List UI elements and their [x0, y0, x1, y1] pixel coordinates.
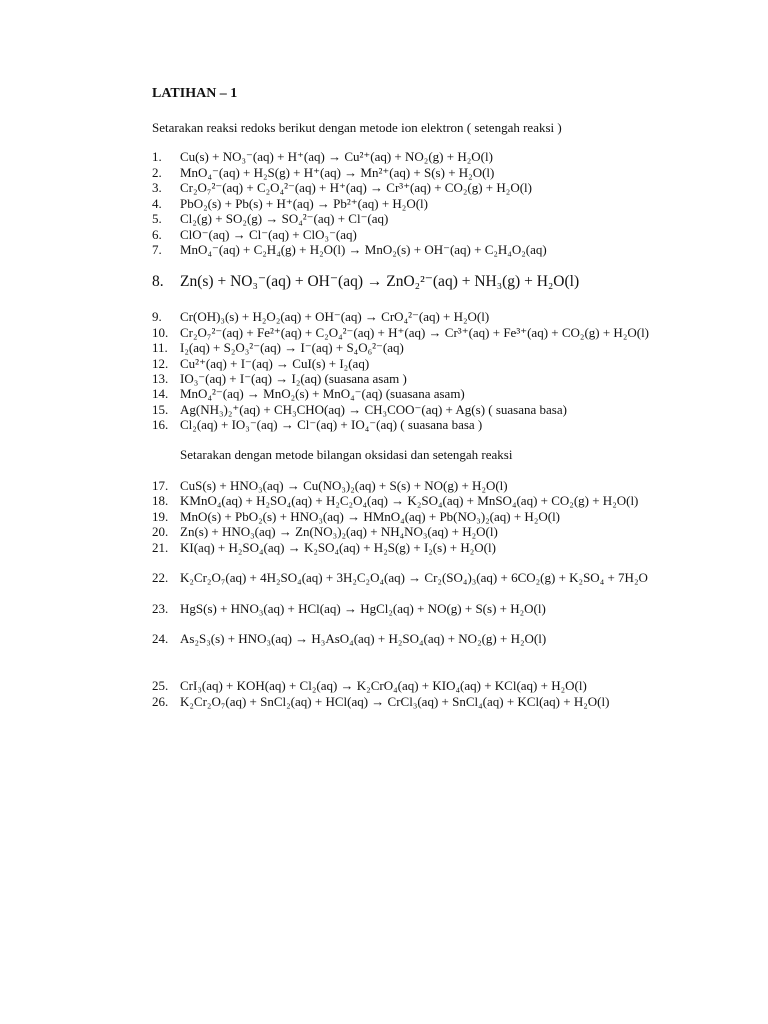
reaction-equation: CuS(s) + HNO₃(aq) → Cu(NO₃)₂(aq) + S(s) + NO(g) + H₂O(l) [180, 478, 508, 493]
reaction-equation: ClO⁻(aq) → Cl⁻(aq) + ClO₃⁻(aq) [180, 227, 357, 242]
list-item [152, 356, 369, 371]
item-number: 4. [152, 196, 162, 211]
item-number: 5. [152, 211, 162, 226]
item-number: 22. [152, 570, 169, 585]
list-item [152, 242, 547, 257]
list-item [152, 417, 482, 432]
list-item [152, 149, 493, 164]
list-item [152, 309, 489, 324]
reaction-equation: MnO₄⁻(aq) + C₂H₄(g) + H₂O(l) → MnO₂(s) + OH⁻(aq) + C₂H₄O₂(aq) [180, 242, 547, 257]
reaction-equation: Cl₂(aq) + IO₃⁻(aq) → Cl⁻(aq) + IO₄⁻(aq) ( suasana basa ) [180, 417, 483, 432]
reaction-equation: IO₃⁻(aq) + I⁻(aq) → I₂(aq) (suasana asam ) [180, 371, 407, 386]
reaction-equation: Cu²⁺(aq) + I⁻(aq) → CuI(s) + I₂(aq) [180, 356, 370, 371]
item-number: 1. [152, 149, 162, 164]
item-number: 20. [152, 524, 169, 539]
reaction-equation: Zn(s) + HNO₃(aq) → Zn(NO₃)₂(aq) + NH₄NO₃(aq) + H₂O(l) [180, 524, 498, 539]
reaction-equation: Zn(s) + NO₃⁻(aq) + OH⁻(aq) → ZnO₂²⁻(aq) + NH₃(g) + H₂O(l) [180, 273, 580, 290]
item-number: 17. [152, 478, 169, 493]
list-item [152, 371, 407, 386]
item-number: 13. [152, 371, 169, 386]
reaction-equation: Cr₂O₇²⁻(aq) + Fe²⁺(aq) + C₂O₄²⁻(aq) + H⁺(aq) → Cr³⁺(aq) + Fe³⁺(aq) + CO₂(g) + H₂O(l) [180, 325, 650, 340]
reaction-equation: PbO₂(s) + Pb(s) + H⁺(aq) → Pb²⁺(aq) + H₂O(l) [180, 196, 428, 211]
item-number: 9. [152, 309, 162, 324]
list-item [152, 493, 638, 508]
list-item [152, 524, 498, 539]
list-item [152, 227, 357, 242]
item-number: 2. [152, 165, 162, 180]
item-number: 11. [152, 340, 168, 355]
reaction-equation: Cr₂O₇²⁻(aq) + C₂O₄²⁻(aq) + H⁺(aq) → Cr³⁺(aq) + CO₂(g) + H₂O(l) [180, 180, 532, 195]
page-title: LATIHAN – 1 [152, 86, 238, 101]
list-item [152, 274, 579, 289]
list-item [152, 601, 546, 616]
item-number: 23. [152, 601, 169, 616]
instruction-ion-electron: Setarakan reaksi redoks berikut dengan metode ion elektron ( setengah reaksi ) [152, 120, 562, 135]
item-number: 21. [152, 540, 169, 555]
reaction-equation: As₂S₃(s) + HNO₃(aq) → H₃AsO₄(aq) + H₂SO₄(aq) + NO₂(g) + H₂O(l) [180, 631, 547, 646]
reaction-equation: K₂Cr₂O₇(aq) + SnCl₂(aq) + HCl(aq) → CrCl₃(aq) + SnCl₄(aq) + KCl(aq) + H₂O(l) [180, 694, 610, 709]
list-item [152, 509, 560, 524]
list-item [152, 402, 567, 417]
list-item [152, 694, 609, 709]
reaction-equation: I₂(aq) + S₂O₃²⁻(aq) → I⁻(aq) + S₄O₆²⁻(aq) [180, 340, 404, 355]
reaction-equation: MnO₄²⁻(aq) → MnO₂(s) + MnO₄⁻(aq) (suasana asam) [180, 386, 465, 401]
reaction-equation: MnO(s) + PbO₂(s) + HNO₃(aq) → HMnO₄(aq) + Pb(NO₃)₂(aq) + H₂O(l) [180, 509, 561, 524]
reaction-equation: Cu(s) + NO₃⁻(aq) + H⁺(aq) → Cu²⁺(aq) + NO₂(g) + H₂O(l) [180, 149, 493, 164]
reaction-equation: KMnO₄(aq) + H₂SO₄(aq) + H₂C₂O₄(aq) → K₂SO₄(aq) + MnSO₄(aq) + CO₂(g) + H₂O(l) [180, 493, 639, 508]
item-number: 24. [152, 631, 169, 646]
list-item [152, 196, 428, 211]
list-item [152, 165, 494, 180]
list-item [152, 340, 404, 355]
item-number: 7. [152, 242, 162, 257]
list-item [152, 325, 649, 340]
item-number: 8. [152, 273, 164, 290]
reaction-equation: CrI₃(aq) + KOH(aq) + Cl₂(aq) → K₂CrO₄(aq) + KIO₄(aq) + KCl(aq) + H₂O(l) [180, 678, 587, 693]
item-number: 25. [152, 678, 169, 693]
reaction-equation: Cr(OH)₃(s) + H₂O₂(aq) + OH⁻(aq) → CrO₄²⁻(aq) + H₂O(l) [180, 309, 490, 324]
list-item [152, 570, 648, 585]
reaction-equation: Cl₂(g) + SO₂(g) → SO₄²⁻(aq) + Cl⁻(aq) [180, 211, 389, 226]
list-item [152, 180, 532, 195]
list-item [152, 211, 388, 226]
list-item [152, 386, 465, 401]
reaction-equation: HgS(s) + HNO₃(aq) + HCl(aq) → HgCl₂(aq) + NO(g) + S(s) + H₂O(l) [180, 601, 546, 616]
reaction-equation: Ag(NH₃)₂⁺(aq) + CH₃CHO(aq) → CH₃COO⁻(aq) + Ag(s) ( suasana basa) [180, 402, 567, 417]
item-number: 10. [152, 325, 169, 340]
item-number: 26. [152, 694, 169, 709]
item-number: 6. [152, 227, 162, 242]
list-item [152, 478, 508, 493]
item-number: 15. [152, 402, 169, 417]
item-number: 19. [152, 509, 169, 524]
item-number: 16. [152, 417, 169, 432]
reaction-equation: MnO₄⁻(aq) + H₂S(g) + H⁺(aq) → Mn²⁺(aq) + S(s) + H₂O(l) [180, 165, 495, 180]
reaction-equation: KI(aq) + H₂SO₄(aq) → K₂SO₄(aq) + H₂S(g) + I₂(s) + H₂O(l) [180, 540, 496, 555]
list-item [152, 540, 496, 555]
reaction-equation: K₂Cr₂O₇(aq) + 4H₂SO₄(aq) + 3H₂C₂O₄(aq) → Cr₂(SO₄)₃(aq) + 6CO₂(g) + K₂SO₄ + 7H₂O [180, 570, 648, 585]
list-item [152, 631, 546, 646]
item-number: 18. [152, 493, 169, 508]
item-number: 3. [152, 180, 162, 195]
item-number: 12. [152, 356, 169, 371]
list-item [152, 678, 587, 693]
instruction-oxidation-number: Setarakan dengan metode bilangan oksidasi dan setengah reaksi [180, 447, 513, 462]
item-number: 14. [152, 386, 169, 401]
